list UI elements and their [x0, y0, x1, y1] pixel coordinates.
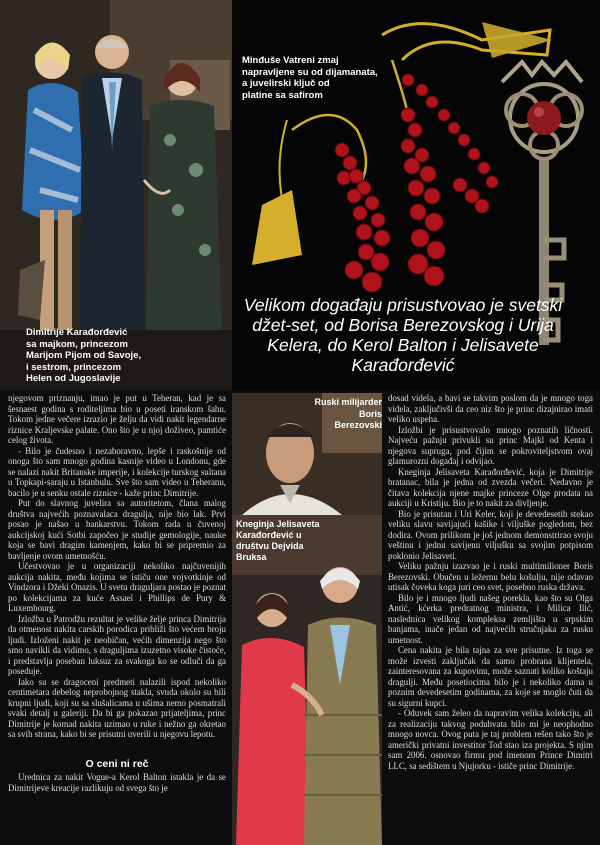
subheading: O ceni ni reč	[85, 758, 149, 770]
paragraph: Bilo je i mnogo ljudi našeg porekla, kao što su Olga Antić, kćerka predratnog ministra, i Milica Ilić, naslednica velikog kompleksa zemljišta u srpskim banjama, inače jedan od najvećih stručnjaka za rusku umetnost.	[388, 592, 593, 645]
paragraph: Izložba u Patrodžu rezultat je velike želje princa Dimitrija da otmenost nakita carskih porodica približi što većem broju ljudi. Izloženi nakit je neobičan, većih dimenzija nego što smo navikli da vidimo, s draguljima izuzetno visoke čistoće, i predstavlja poseban luksuz za svakoga ko se odluči da ga poseduje.	[8, 613, 226, 676]
caption-line: Karađorđević u	[236, 530, 302, 540]
caption-line: sa majkom, princezom	[26, 338, 128, 350]
caption-family	[26, 327, 206, 385]
article-column-1	[8, 393, 226, 740]
paragraph: Izložbi je prisustvovalo mnogo poznatih ličnosti. Najveću pažnju privukli su princ Majkl od Kenta i njegova supruga, pod čijim se pokroviteljstvom ovaj glamurozni događaj i odvijao.	[388, 424, 593, 466]
caption-jelisaveta	[236, 519, 346, 563]
paragraph: - Bilo je čudesno i nezaboravno, lepše i raskošnije od onoga što sam mnogo godina kasnije video u Londonu, gde se nalazi nakit Britanske imperije, i kolekcije turskog sultana u Topkapi-saraju u Istanbulu. Sve što sam video u Teheranu, bacilo je u senku ostale riznice - kaže princ Dimitrije.	[8, 445, 226, 498]
article-column-3	[388, 393, 593, 771]
caption-line: i sestrom, princezom	[26, 361, 122, 373]
caption-line: Marijom Pijom od Savoje,	[26, 350, 142, 361]
caption-berezovski	[312, 397, 382, 432]
caption-line: Ruski milijarder	[314, 397, 382, 407]
paragraph: njegovom priznanju, imao je put u Teheran, kad je sa šesnaest godina s roditeljima bio u poseti iranskom šahu. Tokom jedne večere izrazio je želju da vidi nakit legendarne riznice Kraljevske palate. Ono što je u njoj doživeo, pamtiće celog života.	[8, 393, 226, 445]
caption-line: a juvelirski ključ od	[242, 78, 330, 89]
photo-family	[0, 0, 232, 390]
paragraph: - Oduvek sam želeo da napravim velika kolekciju, ali za realizaciju takvog poduhvata bilo mi je neophodno mnogo novca. Ovog puta je taj problem rešen tako što je američki privatni investitor Tod stao iza projekta. S njim sam 2006. osnovao firmu pod imenom Prince Dimitri LLC, sa sedištem u Njujorku - ističe princ Dimitrije.	[388, 708, 593, 771]
paragraph: Učestvovao je u organizaciji nekoliko najčuvenijih aukcija nakita, među kojima se ističu one vojvotkinje od Vindzora i Džeki Onazis. U svetu draguljara postao je poznat po kolekcijama za kuće Assael i Phillips de Pury & Luxembourg.	[8, 561, 226, 613]
paragraph: Iako su se dragoceni predmeti nalazili ispod nekoliko centimetara debelog neprobojnog stakla, svuda okolo su bili krupni ljudi, koji su sa slušalicama u ušima nemo posmatrali svaki detalj u galeriji. Da bi ga pokazao prijateljima, princ Dimitrije je komad nakita uzimao u ruke i nežno ga okretao sa svih strana, kako bi se prisutni uverili u njegovu lepotu.	[8, 676, 226, 739]
caption-line: Minđuše Vatreni zmaj	[242, 55, 339, 66]
photo-berezovski	[232, 393, 382, 515]
paragraph: Urednica za nakit Vogue-a Kerol Balton istakla je da se Dimitrijeve kreacije razlikuju od svega što je	[8, 772, 226, 793]
jelisaveta-illustration	[232, 515, 382, 845]
caption-line: Kneginja Jelisaveta	[236, 519, 320, 529]
paragraph: Cena nakita je bila tajna za sve prisutne. Iz toga se može izvesti zaključak da samo probrana klijentela, zainteresovana za kupovinu, može saznati koliko koštaju dragulji. Među posetiocima bilo je i nekoliko dama u poznim devedesetim godinama, za koje se moglo čuti da su sigurni kupci.	[388, 645, 593, 708]
caption-line: Helen od Jugoslavije	[26, 373, 121, 384]
caption-line: Dimitrije Karađorđević	[26, 327, 128, 338]
paragraph: Kneginja Jelisaveta Karađorđević, koja je Dimitrije bratanac, bila je jedna od zvezda večeri. Nedavno je čitava kolekcija njene majke princeze Olge prodata na aukciji u Kristiju. Bio je to nakit za divljenje.	[388, 466, 593, 508]
paragraph: Veliku pažnju izazvao je i ruski multimilioner Boris Berezovski. Obučen u ležernu belu košulju, nije odavao utisak čoveka koga juri ceo svet, posebno ruska država.	[388, 561, 593, 592]
headline: Velikom događaju prisustvovao je svetski džet-set, od Borisa Berezovskog i Urija Kelera, do Kerol Balton i Jelisavete Karađorđević	[243, 295, 563, 375]
caption-jewels	[242, 55, 392, 101]
paragraph: dosad videla, a bavi se takvim poslom da je mnogo toga videla, zaključivši da ceo niz što je princ dizajnirao imati veliko uspeha.	[388, 393, 593, 424]
paragraph: Put do slavnog juvelira sa autoritetom, člana malog društva najvećih poznavalaca dragulja, nije bio lak. Prvi posao je našao u bankarstvu. Tokom rada u čuvenoj aukcijskoj kući Sotbi započeo je studije gemologije, nauke koja se bavi dragim kamenjem, kako bi se pripremio za bavljenje ovom umetnošću.	[8, 498, 226, 561]
caption-line: platine sa safirom	[242, 89, 323, 101]
caption-line: napravljene su od dijamanata,	[242, 66, 378, 78]
article-column-1-continued	[8, 772, 226, 793]
paragraph: Bio je prisutan i Uri Keler, koji je devedesetih stekao veliku slavu savijajući kašike i viljuške pogledom, bez dodira. Ovom prilikom je još jednom demonstrirao svoju veštinu i jednu savijenu viljušku sa svojim potpisom poklonio Jelisaveti.	[388, 508, 593, 561]
caption-line: društvu Dejvida	[236, 541, 304, 551]
photo-jelisaveta	[232, 515, 382, 845]
caption-line: Boris Berezovski	[334, 408, 382, 430]
caption-line: Bruksa	[236, 552, 267, 562]
